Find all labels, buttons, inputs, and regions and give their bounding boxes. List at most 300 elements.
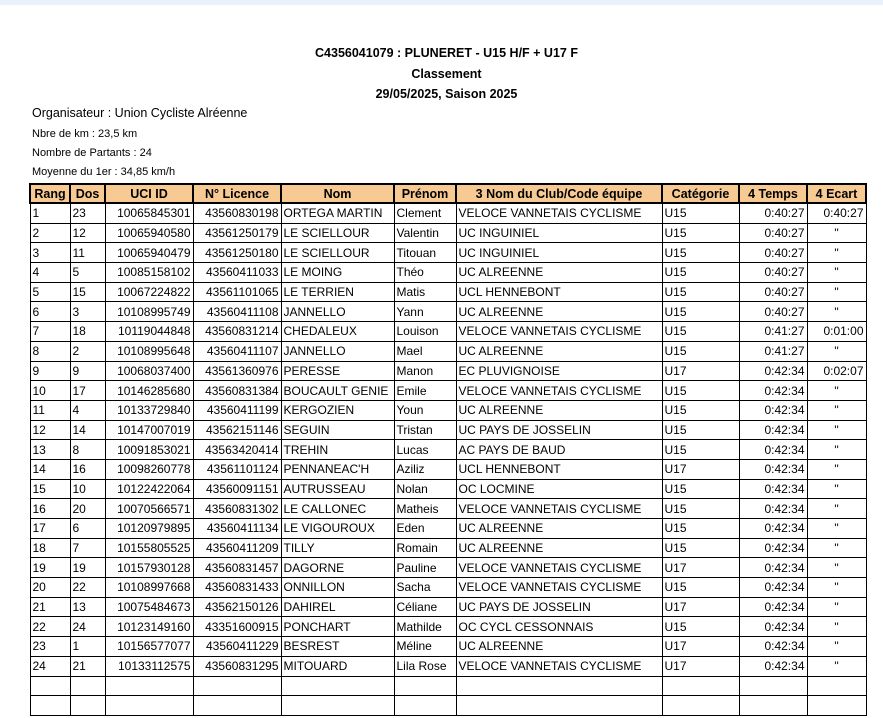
cell-dos: 22 <box>70 578 105 598</box>
cell-licence: 43562150126 <box>193 597 281 617</box>
table-row <box>30 519 866 539</box>
cell-dos: 8 <box>70 440 105 460</box>
cell-categorie: U15 <box>662 243 739 263</box>
cell-rang: 10 <box>30 381 70 401</box>
cell-prenom: Pauline <box>394 558 456 578</box>
table-row <box>30 282 866 302</box>
cell-ecart: '' <box>807 558 866 578</box>
cell-dos: 4 <box>70 400 105 420</box>
cell-nom: BOUCAULT GENIE <box>281 381 394 401</box>
empty-cell <box>662 676 739 696</box>
cell-nom: PENNANEAC'H <box>281 459 394 479</box>
cell-prenom: Manon <box>394 361 456 381</box>
cell-dos: 20 <box>70 499 105 519</box>
empty-cell <box>807 696 866 716</box>
empty-cell <box>70 676 105 696</box>
cell-uci-id: 10119044848 <box>105 322 193 342</box>
col-header-dos: Dos <box>70 184 105 203</box>
cell-rang: 18 <box>30 538 70 558</box>
cell-licence: 43561101065 <box>193 282 281 302</box>
cell-uci-id: 10098260778 <box>105 459 193 479</box>
cell-categorie: U15 <box>662 617 739 637</box>
cell-dos: 11 <box>70 243 105 263</box>
cell-temps: 0:42:34 <box>739 400 807 420</box>
race-date: 29/05/2025, Saison 2025 <box>375 87 518 101</box>
cell-dos: 23 <box>70 203 105 223</box>
cell-rang: 9 <box>30 361 70 381</box>
cell-categorie: U15 <box>662 440 739 460</box>
cell-temps: 0:42:34 <box>739 459 807 479</box>
cell-temps: 0:42:34 <box>739 479 807 499</box>
cell-nom: JANNELLO <box>281 302 394 322</box>
cell-categorie: U15 <box>662 341 739 361</box>
cell-uci-id: 10147007019 <box>105 420 193 440</box>
table-row <box>30 597 866 617</box>
cell-prenom: Youn <box>394 400 456 420</box>
col-header-nom: Nom <box>281 184 394 203</box>
cell-temps: 0:42:34 <box>739 361 807 381</box>
cell-dos: 6 <box>70 519 105 539</box>
empty-cell <box>105 676 193 696</box>
cell-ecart: '' <box>807 479 866 499</box>
cell-nom: LE SCIELLOUR <box>281 223 394 243</box>
cell-ecart: '' <box>807 519 866 539</box>
cell-uci-id: 10108995749 <box>105 302 193 322</box>
cell-club: VELOCE VANNETAIS CYCLISME <box>456 499 662 519</box>
cell-rang: 14 <box>30 459 70 479</box>
cell-nom: SEGUIN <box>281 420 394 440</box>
cell-uci-id: 10070566571 <box>105 499 193 519</box>
cell-licence: 43562151146 <box>193 420 281 440</box>
empty-cell <box>281 676 394 696</box>
table-row <box>30 223 866 243</box>
cell-dos: 21 <box>70 656 105 676</box>
col-header-categorie: Catégorie <box>662 184 739 203</box>
cell-ecart: '' <box>807 459 866 479</box>
cell-rang: 21 <box>30 597 70 617</box>
cell-dos: 13 <box>70 597 105 617</box>
cell-licence: 43560831295 <box>193 656 281 676</box>
empty-cell <box>105 696 193 716</box>
cell-dos: 18 <box>70 322 105 342</box>
cell-categorie: U15 <box>662 538 739 558</box>
cell-ecart: '' <box>807 341 866 361</box>
cell-club: VELOCE VANNETAIS CYCLISME <box>456 656 662 676</box>
empty-cell <box>739 696 807 716</box>
cell-club: UC INGUINIEL <box>456 223 662 243</box>
empty-cell <box>394 676 456 696</box>
cell-rang: 22 <box>30 617 70 637</box>
empty-table-row <box>30 676 866 696</box>
cell-categorie: U15 <box>662 302 739 322</box>
cell-nom: ORTEGA MARTIN <box>281 203 394 223</box>
empty-cell <box>193 696 281 716</box>
cell-categorie: U17 <box>662 637 739 657</box>
cell-dos: 14 <box>70 420 105 440</box>
table-row <box>30 203 866 223</box>
cell-ecart: '' <box>807 223 866 243</box>
cell-ecart: '' <box>807 440 866 460</box>
cell-club: UC ALREENNE <box>456 302 662 322</box>
cell-uci-id: 10068037400 <box>105 361 193 381</box>
cell-nom: MITOUARD <box>281 656 394 676</box>
cell-nom: AUTRUSSEAU <box>281 479 394 499</box>
cell-uci-id: 10133729840 <box>105 400 193 420</box>
cell-categorie: U15 <box>662 223 739 243</box>
cell-nom: KERGOZIEN <box>281 400 394 420</box>
table-row <box>30 578 866 598</box>
cell-rang: 3 <box>30 243 70 263</box>
cell-categorie: U15 <box>662 282 739 302</box>
cell-rang: 5 <box>30 282 70 302</box>
cell-prenom: Lucas <box>394 440 456 460</box>
col-header-prenom: Prénom <box>394 184 456 203</box>
cell-uci-id: 10065845301 <box>105 203 193 223</box>
cell-nom: TREHIN <box>281 440 394 460</box>
table-row <box>30 322 866 342</box>
empty-cell <box>739 676 807 696</box>
col-header-temps: 4 Temps <box>739 184 807 203</box>
cell-uci-id: 10120979895 <box>105 519 193 539</box>
table-row <box>30 617 866 637</box>
cell-ecart: '' <box>807 282 866 302</box>
cell-ecart: '' <box>807 243 866 263</box>
cell-uci-id: 10133112575 <box>105 656 193 676</box>
cell-club: UC PAYS DE JOSSELIN <box>456 420 662 440</box>
cell-dos: 9 <box>70 361 105 381</box>
cell-temps: 0:40:27 <box>739 243 807 263</box>
cell-club: UC ALREENNE <box>456 263 662 283</box>
cell-licence: 43561250180 <box>193 243 281 263</box>
empty-cell <box>394 696 456 716</box>
empty-cell <box>70 696 105 716</box>
cell-categorie: U15 <box>662 479 739 499</box>
cell-ecart: '' <box>807 381 866 401</box>
cell-dos: 10 <box>70 479 105 499</box>
cell-temps: 0:42:34 <box>739 440 807 460</box>
cell-rang: 15 <box>30 479 70 499</box>
cell-licence: 43351600915 <box>193 617 281 637</box>
cell-temps: 0:42:34 <box>739 519 807 539</box>
results-table <box>29 183 867 716</box>
cell-dos: 7 <box>70 538 105 558</box>
cell-prenom: Tristan <box>394 420 456 440</box>
cell-rang: 13 <box>30 440 70 460</box>
cell-uci-id: 10157930128 <box>105 558 193 578</box>
cell-categorie: U15 <box>662 400 739 420</box>
col-header-rang: Rang <box>30 184 70 203</box>
cell-prenom: Sacha <box>394 578 456 598</box>
cell-licence: 43560831302 <box>193 499 281 519</box>
ranking-subtitle: Classement <box>411 67 482 81</box>
cell-uci-id: 10065940479 <box>105 243 193 263</box>
cell-licence: 43560411229 <box>193 637 281 657</box>
empty-cell <box>456 696 662 716</box>
race-title: C4356041079 : PLUNERET - U15 H/F + U17 F <box>315 46 578 60</box>
cell-prenom: Méline <box>394 637 456 657</box>
cell-dos: 24 <box>70 617 105 637</box>
cell-club: VELOCE VANNETAIS CYCLISME <box>456 322 662 342</box>
cell-categorie: U15 <box>662 519 739 539</box>
cell-nom: LE VIGOUROUX <box>281 519 394 539</box>
cell-nom: BESREST <box>281 637 394 657</box>
cell-club: UC ALREENNE <box>456 519 662 539</box>
cell-temps: 0:42:34 <box>739 597 807 617</box>
cell-rang: 12 <box>30 420 70 440</box>
cell-prenom: Matheis <box>394 499 456 519</box>
table-row <box>30 637 866 657</box>
cell-licence: 43560831214 <box>193 322 281 342</box>
cell-prenom: Aziliz <box>394 459 456 479</box>
cell-club: UCL HENNEBONT <box>456 459 662 479</box>
cell-ecart: '' <box>807 499 866 519</box>
empty-cell <box>456 676 662 696</box>
cell-prenom: Valentin <box>394 223 456 243</box>
cell-prenom: Yann <box>394 302 456 322</box>
cell-dos: 3 <box>70 302 105 322</box>
empty-cell <box>281 696 394 716</box>
cell-nom: CHEDALEUX <box>281 322 394 342</box>
cell-nom: LE MOING <box>281 263 394 283</box>
cell-temps: 0:42:34 <box>739 578 807 598</box>
cell-rang: 23 <box>30 637 70 657</box>
empty-cell <box>193 676 281 696</box>
empty-table-row <box>30 696 866 716</box>
starters-count: Nombre de Partants : 24 <box>32 147 152 159</box>
cell-ecart: '' <box>807 400 866 420</box>
cell-nom: ONNILLON <box>281 578 394 598</box>
table-row <box>30 302 866 322</box>
cell-ecart: 0:02:07 <box>807 361 866 381</box>
cell-club: EC PLUVIGNOISE <box>456 361 662 381</box>
cell-ecart: '' <box>807 578 866 598</box>
cell-uci-id: 10065940580 <box>105 223 193 243</box>
cell-categorie: U17 <box>662 361 739 381</box>
cell-temps: 0:42:34 <box>739 420 807 440</box>
cell-dos: 16 <box>70 459 105 479</box>
cell-dos: 5 <box>70 263 105 283</box>
cell-rang: 17 <box>30 519 70 539</box>
cell-licence: 43560830198 <box>193 203 281 223</box>
table-row <box>30 459 866 479</box>
cell-rang: 19 <box>30 558 70 578</box>
cell-club: UC ALREENNE <box>456 538 662 558</box>
cell-prenom: Emile <box>394 381 456 401</box>
table-row <box>30 558 866 578</box>
table-row <box>30 263 866 283</box>
cell-club: UCL HENNEBONT <box>456 282 662 302</box>
table-row <box>30 381 866 401</box>
cell-uci-id: 10108997668 <box>105 578 193 598</box>
cell-licence: 43561360976 <box>193 361 281 381</box>
cell-temps: 0:41:27 <box>739 322 807 342</box>
cell-ecart: '' <box>807 420 866 440</box>
cell-prenom: Théo <box>394 263 456 283</box>
cell-uci-id: 10123149160 <box>105 617 193 637</box>
cell-temps: 0:40:27 <box>739 302 807 322</box>
cell-categorie: U15 <box>662 322 739 342</box>
cell-rang: 24 <box>30 656 70 676</box>
empty-cell <box>662 696 739 716</box>
cell-licence: 43560831384 <box>193 381 281 401</box>
cell-ecart: '' <box>807 538 866 558</box>
cell-nom: TILLY <box>281 538 394 558</box>
cell-dos: 12 <box>70 223 105 243</box>
cell-rang: 2 <box>30 223 70 243</box>
cell-nom: DAHIREL <box>281 597 394 617</box>
cell-prenom: Mael <box>394 341 456 361</box>
cell-dos: 1 <box>70 637 105 657</box>
cell-uci-id: 10091853021 <box>105 440 193 460</box>
cell-rang: 4 <box>30 263 70 283</box>
cell-temps: 0:42:34 <box>739 617 807 637</box>
cell-nom: LE CALLONEC <box>281 499 394 519</box>
cell-ecart: 0:40:27 <box>807 203 866 223</box>
cell-uci-id: 10067224822 <box>105 282 193 302</box>
cell-prenom: Mathilde <box>394 617 456 637</box>
cell-categorie: U15 <box>662 381 739 401</box>
cell-licence: 43560091151 <box>193 479 281 499</box>
empty-cell <box>30 676 70 696</box>
empty-cell <box>807 676 866 696</box>
cell-club: UC INGUINIEL <box>456 243 662 263</box>
cell-rang: 7 <box>30 322 70 342</box>
cell-rang: 8 <box>30 341 70 361</box>
cell-prenom: Romain <box>394 538 456 558</box>
cell-club: VELOCE VANNETAIS CYCLISME <box>456 578 662 598</box>
cell-dos: 2 <box>70 341 105 361</box>
winner-average-speed: Moyenne du 1er : 34,85 km/h <box>32 166 176 178</box>
cell-club: VELOCE VANNETAIS CYCLISME <box>456 381 662 401</box>
table-row <box>30 440 866 460</box>
cell-prenom: Titouan <box>394 243 456 263</box>
table-row <box>30 400 866 420</box>
cell-licence: 43560411209 <box>193 538 281 558</box>
cell-temps: 0:40:27 <box>739 263 807 283</box>
cell-licence: 43563420414 <box>193 440 281 460</box>
cell-dos: 15 <box>70 282 105 302</box>
table-row <box>30 361 866 381</box>
cell-temps: 0:40:27 <box>739 223 807 243</box>
cell-categorie: U15 <box>662 203 739 223</box>
cell-nom: PONCHART <box>281 617 394 637</box>
cell-prenom: Céliane <box>394 597 456 617</box>
cell-categorie: U15 <box>662 578 739 598</box>
cell-uci-id: 10075484673 <box>105 597 193 617</box>
table-row <box>30 538 866 558</box>
cell-rang: 1 <box>30 203 70 223</box>
table-row <box>30 499 866 519</box>
cell-prenom: Louison <box>394 322 456 342</box>
cell-temps: 0:40:27 <box>739 282 807 302</box>
cell-uci-id: 10156577077 <box>105 637 193 657</box>
cell-club: VELOCE VANNETAIS CYCLISME <box>456 203 662 223</box>
table-row <box>30 243 866 263</box>
cell-categorie: U17 <box>662 656 739 676</box>
cell-ecart: '' <box>807 263 866 283</box>
cell-ecart: '' <box>807 617 866 637</box>
cell-club: VELOCE VANNETAIS CYCLISME <box>456 558 662 578</box>
cell-licence: 43560831433 <box>193 578 281 598</box>
cell-prenom: Matis <box>394 282 456 302</box>
empty-cell <box>30 696 70 716</box>
cell-prenom: Eden <box>394 519 456 539</box>
cell-ecart: '' <box>807 656 866 676</box>
cell-licence: 43560411033 <box>193 263 281 283</box>
cell-categorie: U15 <box>662 420 739 440</box>
cell-dos: 19 <box>70 558 105 578</box>
cell-uci-id: 10146285680 <box>105 381 193 401</box>
cell-nom: PERESSE <box>281 361 394 381</box>
cell-club: UC ALREENNE <box>456 400 662 420</box>
cell-ecart: '' <box>807 637 866 657</box>
cell-nom: JANNELLO <box>281 341 394 361</box>
cell-club: UC ALREENNE <box>456 637 662 657</box>
cell-categorie: U15 <box>662 263 739 283</box>
cell-ecart: 0:01:00 <box>807 322 866 342</box>
col-header-uci-id: UCI ID <box>105 184 193 203</box>
cell-club: AC PAYS DE BAUD <box>456 440 662 460</box>
cell-licence: 43560411108 <box>193 302 281 322</box>
col-header-ecart: 4 Ecart <box>807 184 866 203</box>
cell-nom: LE TERRIEN <box>281 282 394 302</box>
cell-rang: 6 <box>30 302 70 322</box>
cell-ecart: '' <box>807 597 866 617</box>
cell-rang: 11 <box>30 400 70 420</box>
cell-club: OC CYCL CESSONNAIS <box>456 617 662 637</box>
cell-rang: 16 <box>30 499 70 519</box>
cell-club: UC PAYS DE JOSSELIN <box>456 597 662 617</box>
cell-club: OC LOCMINE <box>456 479 662 499</box>
cell-rang: 20 <box>30 578 70 598</box>
cell-temps: 0:42:34 <box>739 499 807 519</box>
cell-ecart: '' <box>807 302 866 322</box>
cell-licence: 43560411107 <box>193 341 281 361</box>
table-row <box>30 420 866 440</box>
cell-uci-id: 10122422064 <box>105 479 193 499</box>
cell-licence: 43560831457 <box>193 558 281 578</box>
cell-licence: 43560411199 <box>193 400 281 420</box>
organizer: Organisateur : Union Cycliste Alréenne <box>32 106 248 120</box>
cell-prenom: Clement <box>394 203 456 223</box>
cell-licence: 43561250179 <box>193 223 281 243</box>
cell-uci-id: 10155805525 <box>105 538 193 558</box>
cell-temps: 0:42:34 <box>739 381 807 401</box>
cell-prenom: Lila Rose <box>394 656 456 676</box>
col-header-licence: N° Licence <box>193 184 281 203</box>
cell-nom: DAGORNE <box>281 558 394 578</box>
col-header-club: 3 Nom du Club/Code équipe <box>456 184 662 203</box>
cell-dos: 17 <box>70 381 105 401</box>
cell-licence: 43561101124 <box>193 459 281 479</box>
viewer-top-bar <box>0 0 883 5</box>
cell-uci-id: 10085158102 <box>105 263 193 283</box>
cell-nom: LE SCIELLOUR <box>281 243 394 263</box>
table-header-row <box>30 184 866 203</box>
cell-temps: 0:42:34 <box>739 538 807 558</box>
cell-categorie: U17 <box>662 558 739 578</box>
cell-temps: 0:41:27 <box>739 341 807 361</box>
cell-temps: 0:42:34 <box>739 637 807 657</box>
cell-categorie: U17 <box>662 459 739 479</box>
cell-uci-id: 10108995648 <box>105 341 193 361</box>
cell-categorie: U17 <box>662 597 739 617</box>
cell-prenom: Nolan <box>394 479 456 499</box>
distance: Nbre de km : 23,5 km <box>32 128 138 140</box>
table-row <box>30 656 866 676</box>
cell-temps: 0:42:34 <box>739 656 807 676</box>
table-row <box>30 479 866 499</box>
